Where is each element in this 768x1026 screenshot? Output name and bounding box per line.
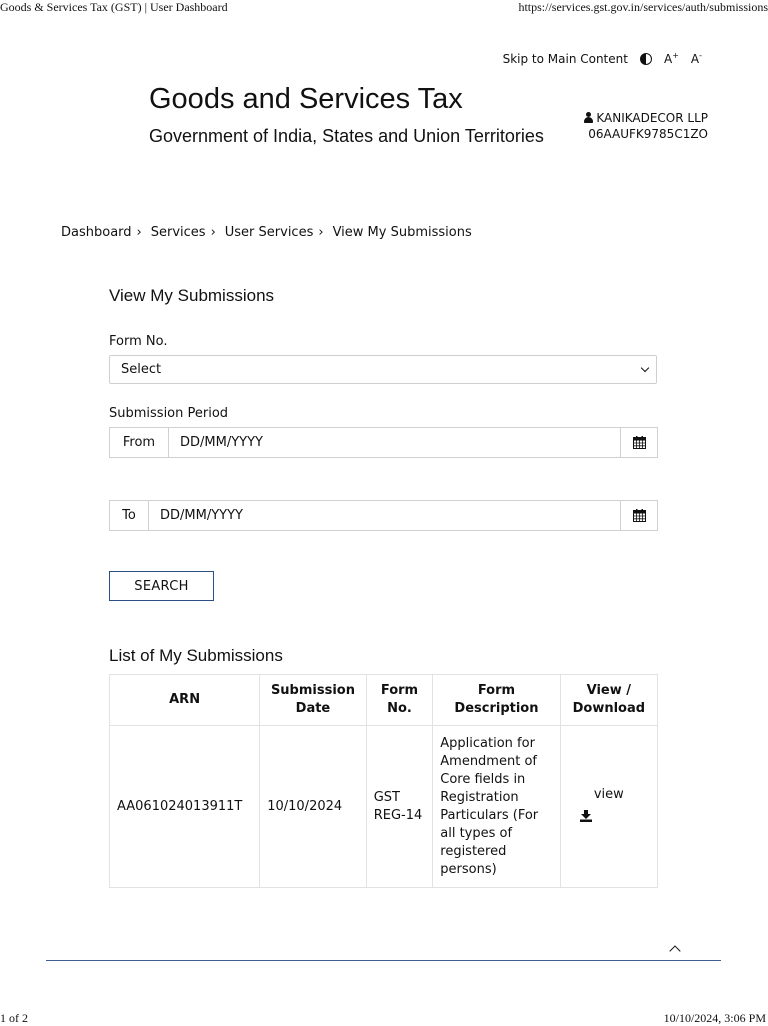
user-icon: [584, 112, 593, 123]
column-header-form-no: Form No.: [366, 675, 433, 726]
to-date-group: [109, 500, 658, 531]
from-label: From: [110, 428, 169, 457]
back-to-top-icon[interactable]: [669, 945, 680, 956]
column-header-arn: ARN: [110, 675, 260, 726]
breadcrumb-current: View My Submissions: [332, 225, 472, 240]
user-name-row[interactable]: [584, 110, 708, 126]
utility-bar: [503, 51, 702, 66]
to-date-input[interactable]: [149, 501, 620, 530]
chevron-right-icon: ›: [318, 225, 324, 240]
font-increase-button[interactable]: [664, 51, 679, 66]
column-header-submission-date: Submission Date: [260, 675, 367, 726]
chevron-down-icon: [641, 364, 649, 372]
cell-arn: AA061024013911T: [110, 726, 260, 888]
table-header-row: [110, 675, 658, 726]
calendar-icon[interactable]: [620, 501, 657, 530]
contrast-icon[interactable]: [640, 53, 652, 65]
form-no-select[interactable]: [109, 355, 657, 384]
font-decrease-button[interactable]: [691, 51, 702, 66]
font-increase-sup: +: [672, 51, 679, 60]
breadcrumb: [61, 225, 472, 240]
font-decrease-label: A: [690, 52, 700, 66]
font-decrease-sup: -: [699, 51, 702, 60]
search-button[interactable]: SEARCH: [109, 571, 214, 601]
breadcrumb-user-services[interactable]: User Services: [224, 225, 314, 240]
cell-form-description: Application for Amendment of Core fields in Registration Particulars (For all types of registered persons): [433, 726, 560, 888]
submission-period-label: Submission Period: [109, 406, 229, 421]
cell-view-download: [560, 726, 657, 888]
chevron-right-icon: ›: [136, 225, 142, 240]
cell-submission-date: 10/10/2024: [260, 726, 367, 888]
column-header-form-description: Form Description: [433, 675, 560, 726]
site-title[interactable]: Goods and Services Tax: [149, 83, 463, 115]
site-subtitle: Government of India, States and Union Territories: [149, 126, 544, 146]
footer-divider: [46, 960, 721, 961]
chevron-right-icon: ›: [210, 225, 216, 240]
breadcrumb-services[interactable]: Services: [150, 225, 206, 240]
user-name: KANIKADECOR LLP: [596, 111, 708, 125]
form-no-label: Form No.: [109, 334, 168, 349]
cell-form-no: GST REG-14: [366, 726, 433, 888]
column-header-view-download: View / Download: [560, 675, 657, 726]
user-gstin: 06AAUFK9785C1ZO: [588, 127, 708, 141]
page-title: View My Submissions: [109, 286, 275, 305]
list-title: List of My Submissions: [109, 646, 283, 665]
form-no-selected-value: Select: [121, 362, 162, 377]
print-page-number: 1 of 2: [0, 1011, 28, 1025]
print-page-url: https://services.gst.gov.in/services/auth/submissions: [518, 0, 768, 14]
view-link[interactable]: view: [593, 786, 624, 802]
from-date-input[interactable]: [169, 428, 620, 457]
table-row: [110, 726, 658, 888]
calendar-icon[interactable]: [620, 428, 657, 457]
print-datetime: 10/10/2024, 3:06 PM: [663, 1011, 766, 1025]
submissions-table: [109, 674, 658, 888]
breadcrumb-dashboard[interactable]: Dashboard: [61, 225, 132, 240]
user-info: [584, 110, 708, 142]
font-increase-label: A: [663, 52, 673, 66]
from-date-group: [109, 427, 658, 458]
download-icon[interactable]: [580, 810, 592, 828]
skip-to-main-link[interactable]: Skip to Main Content: [502, 51, 628, 66]
print-page-title: Goods & Services Tax (GST) | User Dashboard: [0, 0, 228, 14]
to-label: To: [110, 501, 149, 530]
